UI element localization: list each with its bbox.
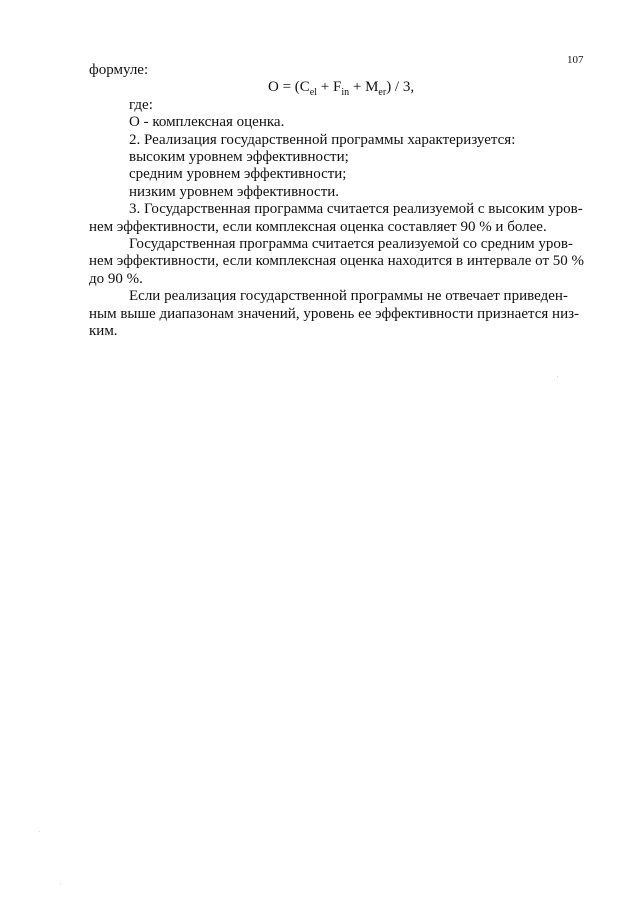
document-body [89, 62, 597, 341]
formula-subscript-in: in [341, 87, 350, 99]
item-3-line-1: 3. Государственная программа считается реализуемой с высоким уров- [129, 201, 583, 218]
formula-intro: формуле: [89, 62, 149, 78]
formula-part-rhs: ) / 3, [386, 79, 415, 96]
low-paragraph-line-2: ным выше диапазонам значений, уровень ее эффективности признается низ- [89, 305, 580, 322]
scan-speck [60, 883, 61, 884]
formula-subscript-el: el [309, 87, 318, 99]
medium-paragraph-line-2: нем эффективности, если комплексная оценка находится в интервале от 50 % [89, 253, 585, 270]
medium-paragraph-line-3: до 90 %. [89, 270, 143, 287]
formula-subscript-er: er [378, 87, 387, 99]
formula-line [89, 79, 597, 99]
definition-text: O - комплексная оценка. [129, 114, 285, 131]
scan-speck [39, 831, 40, 832]
medium-paragraph-line-1: Государственная программа считается реализуемой со средним уров- [129, 236, 573, 253]
where-label: где: [129, 96, 153, 113]
low-paragraph-line-3: ким. [89, 323, 118, 340]
level-low: низким уровнем эффективности. [129, 183, 340, 200]
level-medium: средним уровнем эффективности; [129, 166, 347, 183]
item-2-heading: 2. Реализация государственной программы характеризуется: [129, 131, 516, 148]
page-number: 107 [567, 54, 584, 66]
formula-part-lhs: O = (C [268, 79, 310, 96]
formula-part-mid2: + M [349, 79, 379, 96]
item-3-line-2: нем эффективности, если комплексная оценка составляет 90 % и более. [89, 218, 547, 235]
low-paragraph-line-1: Если реализация государственной программы не отвечает приведен- [129, 288, 568, 305]
scan-speck [557, 376, 558, 377]
formula-part-mid1: + F [317, 79, 342, 96]
level-high: высоким уровнем эффективности; [129, 149, 349, 166]
